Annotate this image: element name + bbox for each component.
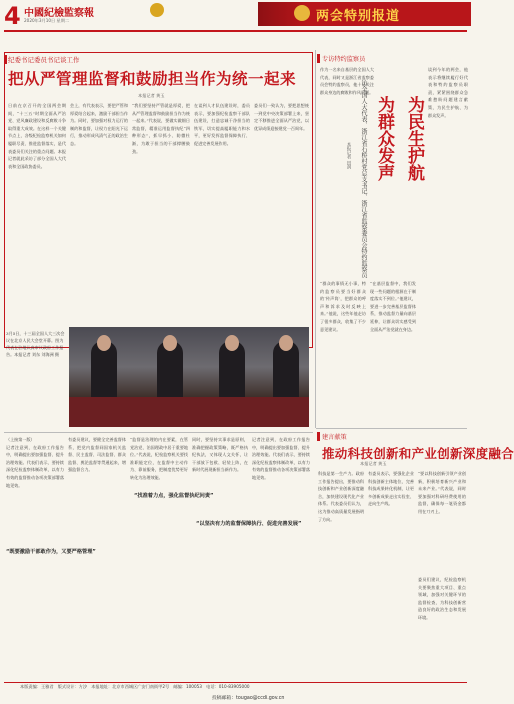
proposal-kicker: 建言献策	[322, 434, 347, 441]
emblem-icon	[150, 3, 164, 17]
kicker-mark	[317, 54, 320, 63]
lead-column-5: 委员们一致认为，要把思想统一到党中央决策部署上来，坚定不移推进全面从严治党，以优异成绩迎接建党一百周年。	[254, 103, 309, 131]
column-divider	[315, 50, 316, 428]
photo-caption: 3月5日，十三届全国人大三次会议在北京人民大会堂开幕。图为代表在驻地认真审议政府工作报告。本报记者 刘东 刘海洲 摄	[6, 331, 65, 357]
cont-subhead-2: “找准着力点，强化监督执纪问责”	[134, 493, 214, 499]
lead-headline: 把从严管理监督和鼓励担当作为统一起来	[8, 70, 297, 88]
interview-headline-1: 为群众发声	[374, 96, 394, 181]
page-number: 4	[4, 2, 21, 30]
cont-column-3	[130, 436, 188, 676]
lead-column-2: 会上，有代表表示，要把严管和厚爱结合起来，激励干部担当作为。同时，要加强对权力运行的制约和监督，让权力在阳光下运行，推动形成风清气正的政治生态。	[70, 103, 128, 146]
interview-column-3: 谈到今年的两会，他表示将继续履行好代表和特约监察员职责，紧紧围绕群众急难愁盼问题建言献策，为民生护航、为群众发声。	[428, 67, 468, 118]
cont-column-2	[68, 436, 126, 676]
section-divider	[316, 428, 467, 429]
cont-paragraph: 同时，要坚持实事求是原则，准确把握政策策略，既严格执纪执法，又体现人文关怀，让干部放下包袱、轻装上阵，在新时代展现新担当新作为。	[192, 437, 248, 473]
banner-logo-icon	[294, 5, 310, 21]
cont-subhead-3: “以坚决有力的监督保障执行、促进完善发展”	[196, 521, 302, 527]
issue-date: 2020年3月10日 星期二	[24, 18, 70, 23]
interview-byline: 本报记者 田润	[346, 142, 351, 170]
footer-rule	[4, 682, 467, 683]
lead-column-4: 在谈到人才队伍建设时，委员表示，要加强纪检监察干部队伍建设，打造忠诚干净担当的铁军，切实提高履职能力和水平，更好发挥监督保障执行、促进完善发展作用。	[194, 103, 250, 146]
footer-email: 投稿邮箱：tougao@ccdi.gov.cn	[212, 696, 285, 701]
interview-headline-2: 为民生护航	[404, 96, 424, 181]
cont-heading: （上接第一版）	[6, 437, 35, 442]
cont-column-1	[6, 436, 64, 676]
kicker-mark	[4, 55, 7, 64]
meeting-photo	[69, 327, 309, 427]
kicker-mark	[317, 432, 320, 441]
photo-figure-head	[225, 335, 239, 351]
banner-title: 两会特别报道	[316, 9, 401, 24]
proposal-column-3: “要以科技创新引领产业创新，积极培育新兴产业和未来产业。”代表说，同时要加强对科研经费使用的监督，确保每一笔资金都用在刀刃上。	[418, 471, 466, 514]
footer-info: 本版责编：王雅君 版式设计：方汐 本报地址：北京市西城区广安门南街甲2号 邮编：100053 电话：010-83905000	[20, 684, 250, 689]
cont-paragraph: 记者注意到，在政府工作报告中，明确提出要加强监督、提升治理效能。代表们表示，要持续深化纪检监察体制改革，以有力有效的监督推动各项决策部署落地见效。	[252, 437, 310, 480]
lead-column-3: “我们要坚持严管就是厚爱，把从严管理监督和鼓励担当作为统一起来。”代表说，要做实做细日常监督，精准运用监督执纪“四种形态”，抓早抓小、防微杜渐，为敢于担当的干部撑腰鼓劲。	[132, 103, 190, 154]
lead-column-1: 日前在京召开的全国两会期间，“十三五”时期全面从严治党、党风廉政建设和反腐败斗争取得重大成效。在这样一个关键节点上，各级纪检监察机关如何履职尽责、推进监督落实，是代表委员们关注的重点问题。本报记者就此采访了部分全国人大代表和全国政协委员。	[8, 103, 66, 169]
interview-column-1: 作为一名来自基层的全国人大代表，同时又是浙江省监察委员会特约监察员，他十分关注群众身边的腐败和作风问题。	[320, 67, 374, 95]
section-divider	[4, 432, 313, 433]
cont-paragraph: 有委员建议，要健全完善监督体系，把党内监督同国家机关监督、民主监督、司法监督、群众监督、舆论监督等贯通起来，增强监督合力。	[68, 437, 126, 473]
masthead	[0, 0, 471, 30]
proposal-headline: 推动科技创新和产业创新深度融合	[322, 446, 514, 461]
interview-column-1b: “群众的事情无小事，特约监察员要当好群众的‘传声筒’，把群众的呼声和诉求及时反映上来。”他说，这些年他走访了很多群众，收集了不少意见建议。	[320, 281, 366, 332]
lead-byline: 本报记者 黄玉	[138, 93, 165, 98]
cont-paragraph: “监督是治理的内在要素，在管党治党、治国理政中居于重要地位。”代表说，纪检监察机关要找准职能定位，在监督中主动作为、靠前服务，把制度优势更好转化为治理效能。	[130, 437, 188, 480]
cont-paragraph: 记者注意到，在政府工作报告中，明确提出要加强监督、提升治理效能。代表们表示，要持续深化纪检监察体制改革，以有力有效的监督推动各项决策部署落地见效。	[6, 444, 64, 488]
cont-subhead-1: “既要激励干部敢作为，又要严格管理”	[6, 549, 96, 555]
interview-column-2: “在基层监督中，我们发现一些问题的根源在于制度落实不到位。”他建议，要进一步完善基层监督体系，推动监督力量向基层延伸，让群众切实感受到全面从严治党就在身边。	[370, 281, 416, 332]
interview-kicker: 专访特约监察员	[322, 56, 366, 63]
photo-table	[69, 397, 309, 427]
lead-kicker: 纪委书记委员书记谈工作	[8, 56, 80, 64]
proposal-byline: 本报记者 黄玉	[360, 461, 387, 466]
photo-figure-head	[163, 335, 177, 351]
proposal-column-1: 科技是第一生产力。政府工作报告提出，要推动科技创新和产业创新深度融合，加快建设现代化产业体系。代表委员们认为，这为推动高质量发展指明了方向。	[318, 471, 364, 522]
cont-column-5	[252, 436, 310, 676]
cont-column-4	[192, 436, 248, 676]
photo-figure-head	[279, 335, 293, 351]
proposal-column-2: 有委员表示，要强化企业科技创新主体地位，完善科技成果转化机制，让更多创新成果走出实验室、走向生产线。	[368, 471, 414, 507]
masthead-rule	[4, 30, 467, 32]
proposal-column-4: 委员们建议，纪检监察机关要聚焦重大项目、重点领域，加强对关键环节的监督检查，为科技创新营造良好的政治生态和发展环境。	[418, 577, 466, 620]
interview-subhead: 访全国人大代表、浙江省石桥村党总支书记、浙江省监察委员会特约监察员	[360, 80, 367, 278]
paper-name: 中國紀檢監察報	[24, 8, 94, 19]
photo-figure-head	[97, 335, 111, 351]
